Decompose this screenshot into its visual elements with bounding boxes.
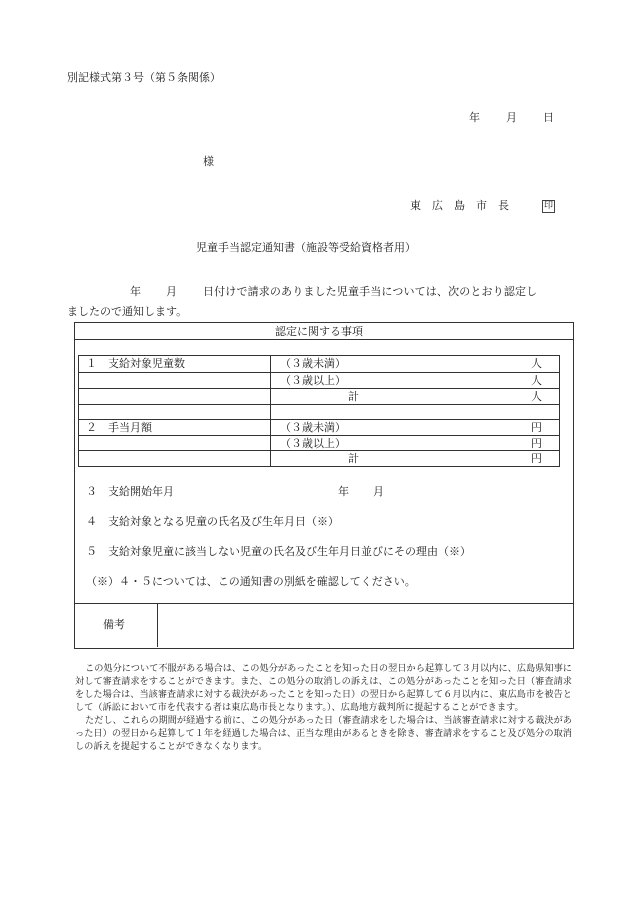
section1-total-label: 計 (348, 390, 359, 403)
section1-row1-label: （３歳未満） (280, 357, 346, 370)
item3-label: ３ 支給開始年月 (86, 485, 174, 498)
section1-row2-unit: 人 (531, 374, 542, 387)
intro-year: 年 (130, 285, 141, 298)
table-header-divider (74, 339, 573, 340)
section2-total-unit: 円 (531, 452, 542, 465)
notice-paragraph-2: ただし、これらの期間が経過する前に、この処分があった日（審査請求をした場合は、当該審査請求に対する裁決があった日）の翌日から起算して１年を経過した場合は、正当な理由があるときを除き、審査請求をすること及び処分の取消しの訴えを提起することができなくなります。 (75, 715, 572, 752)
intro-line1: 日付けで請求のありました児童手当については、次のとおり認定し (203, 285, 538, 298)
form-number: 別記様式第３号（第５条関係） (67, 71, 221, 84)
appeal-notice (75, 662, 572, 753)
section2-total-label: 計 (348, 452, 359, 465)
remarks-label: 備考 (103, 618, 125, 631)
date-day: 日 (543, 111, 554, 124)
issuer-name: 東 広 島 市 長 (410, 199, 509, 212)
attachment-note: （※）４・５については、この通知書の別紙を確認してください。 (86, 575, 416, 588)
intro-line2: ましたので通知します。 (67, 305, 188, 318)
date-month: 月 (506, 111, 517, 124)
seal-mark: 印 (544, 201, 554, 211)
section1-row1-unit: 人 (531, 357, 542, 370)
addressee-suffix: 様 (203, 155, 214, 168)
table-header: 認定に関する事項 (275, 325, 363, 338)
section2-label: ２ 手当月額 (86, 421, 152, 434)
section1-label: １ 支給対象児童数 (86, 357, 185, 370)
remarks-column-divider (157, 603, 158, 647)
item4-label: ４ 支給対象となる児童の氏名及び生年月日（※） (86, 515, 339, 528)
date-year: 年 (469, 111, 480, 124)
remarks-divider (74, 603, 573, 604)
document-title: 児童手当認定通知書（施設等受給資格者用） (196, 241, 416, 254)
section2-row2-unit: 円 (531, 437, 542, 450)
item3-month: 月 (373, 485, 384, 498)
section1-row2-label: （３歳以上） (280, 374, 346, 387)
section2-row1-label: （３歳未満） (280, 421, 346, 434)
section1-total-unit: 人 (531, 390, 542, 403)
intro-month: 月 (166, 285, 177, 298)
notice-paragraph-1: この処分について不服がある場合は、この処分があったことを知った日の翌日から起算して３月以内に、広島県知事に対して審査請求をすることができます。また、この処分の取消しの訴えは、この処分があったことを知った日（審査請求をした場合は、当該審査請求に対する裁決があったことを知った日）の翌日から起算して６月以内に、東広島市を被告として（訴訟において市を代表する者は東広島市長となります。）、広島地方裁判所に提起することができます。 (75, 663, 572, 713)
item5-label: ５ 支給対象児童に該当しない児童の氏名及び生年月日並びにその理由（※） (86, 545, 471, 558)
item3-year: 年 (338, 485, 349, 498)
section2-row2-label: （３歳以上） (280, 437, 346, 450)
section2-row1-unit: 円 (531, 421, 542, 434)
